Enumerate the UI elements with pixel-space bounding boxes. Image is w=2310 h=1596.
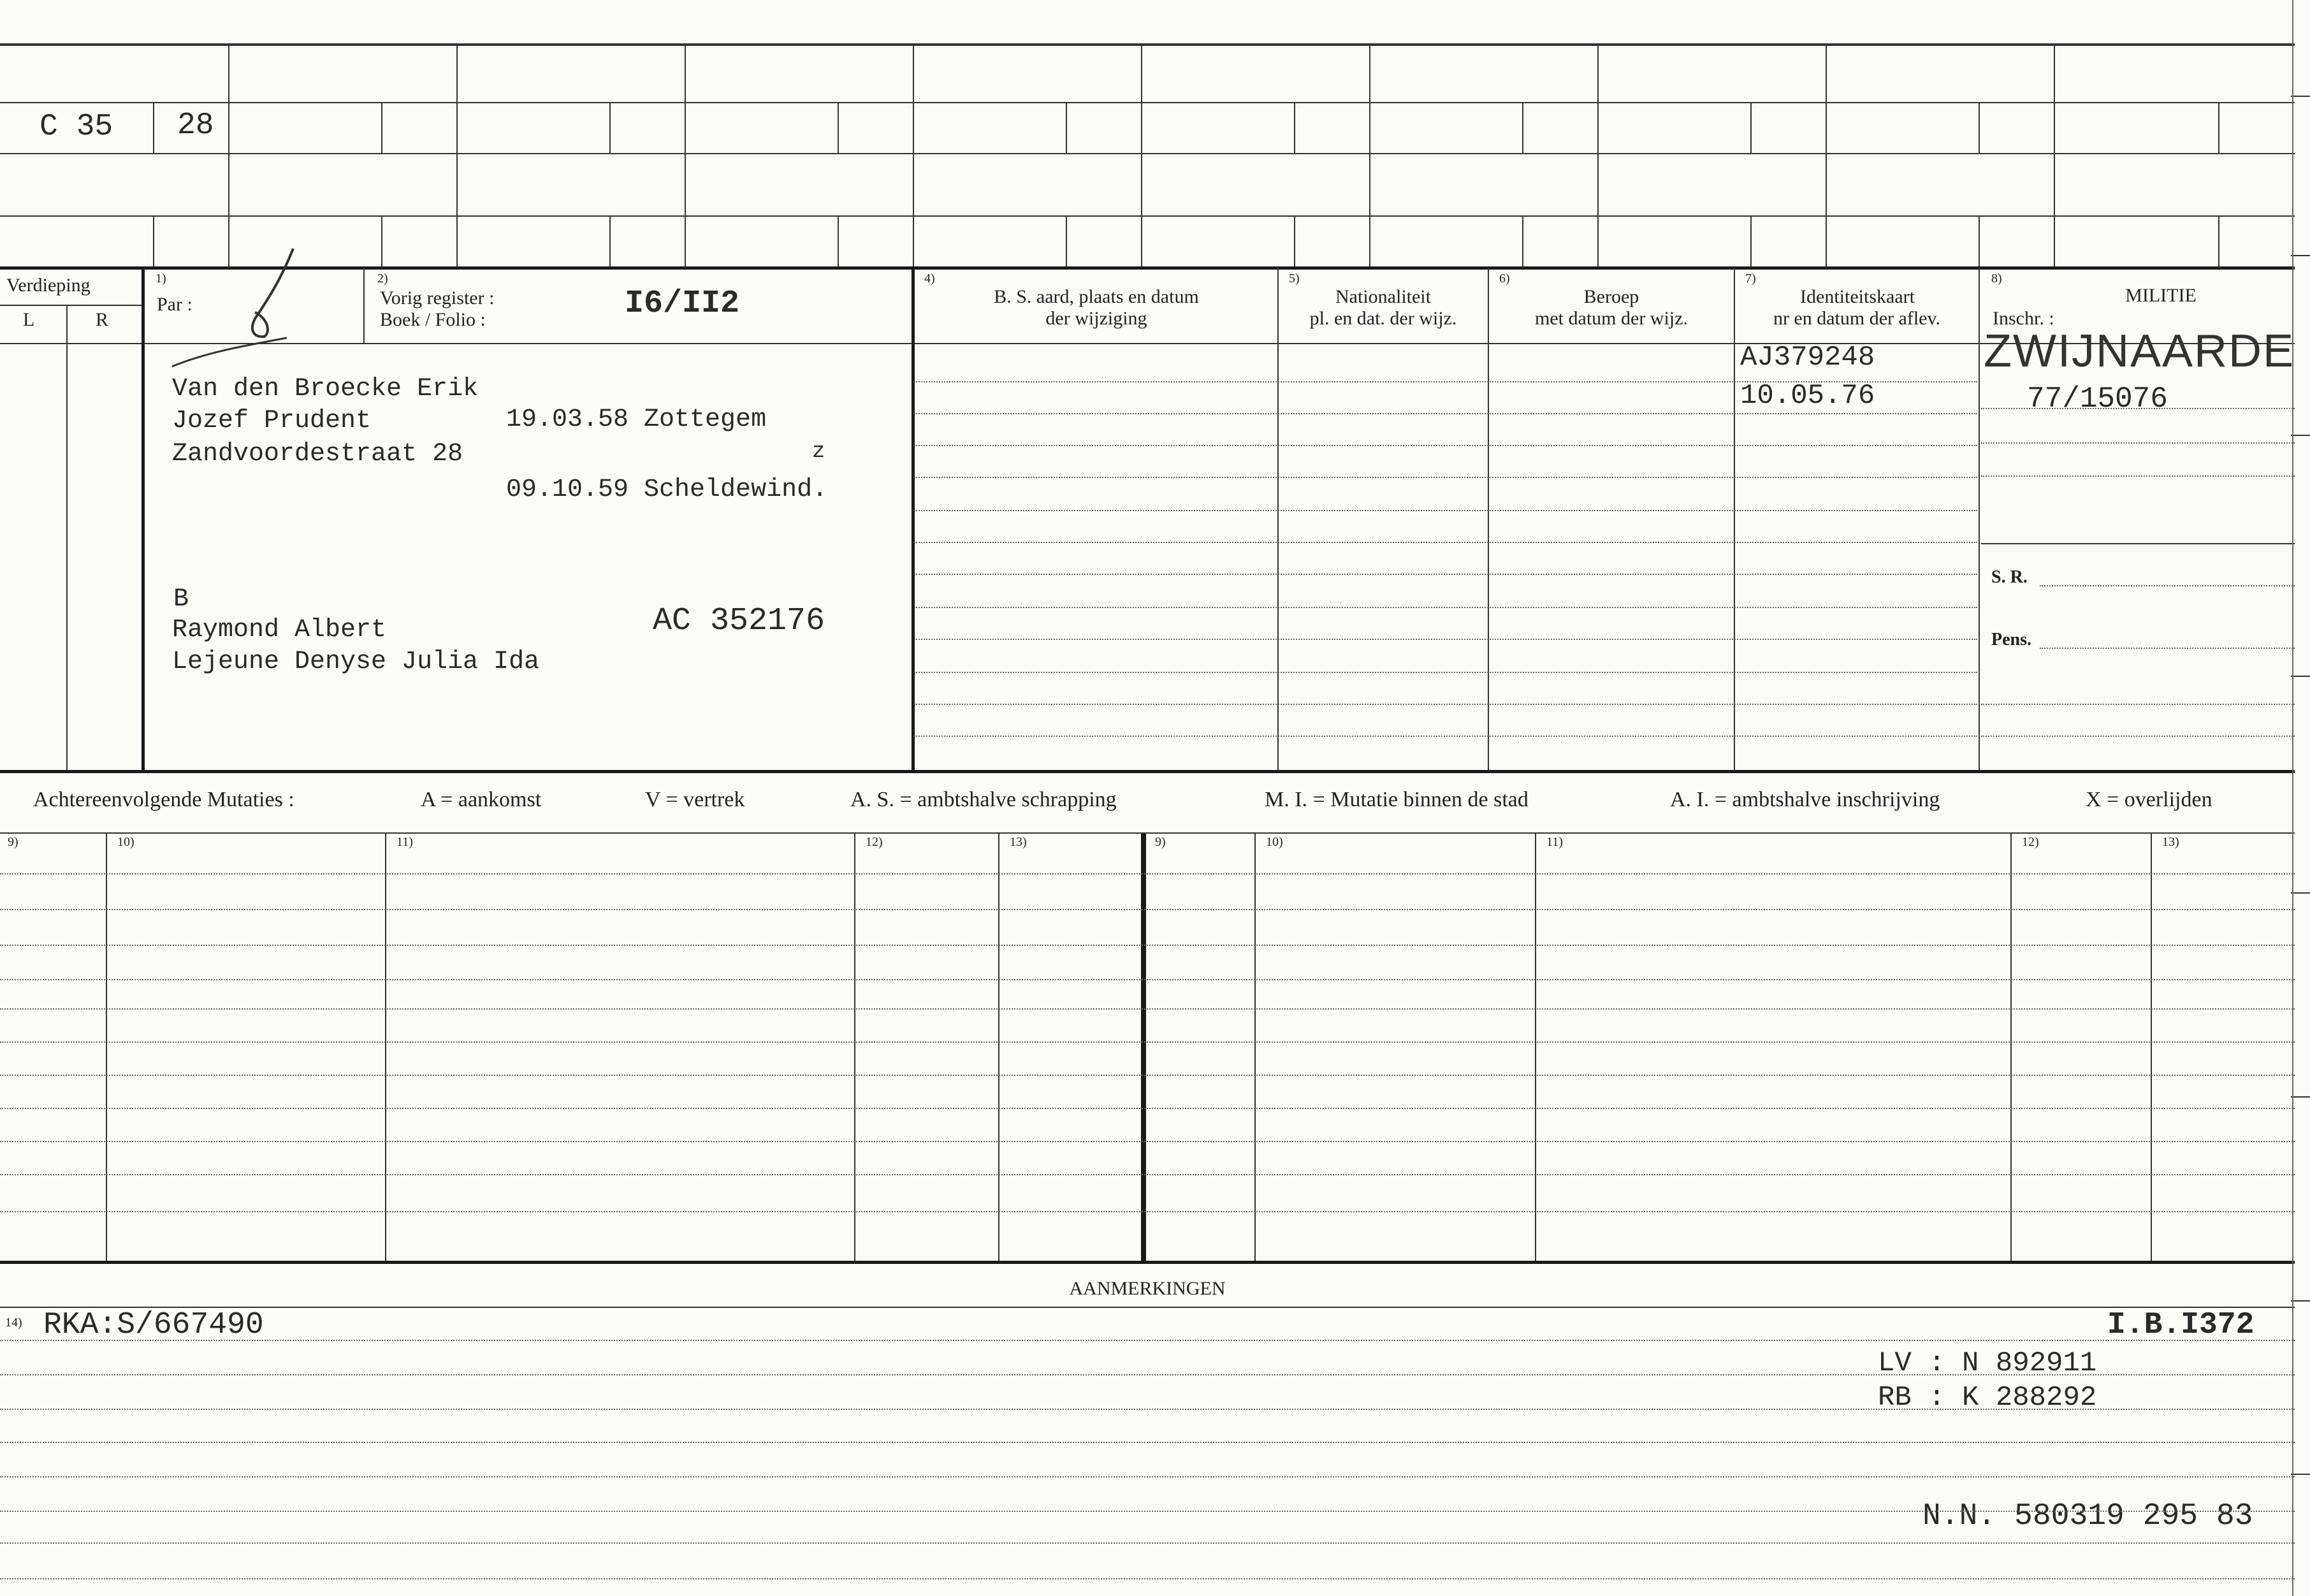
col7-sup: 7)	[1745, 272, 1756, 286]
person-mark: z	[812, 440, 825, 464]
verdieping-r: R	[96, 309, 109, 330]
col1-sup: 1)	[156, 272, 166, 286]
remarks-rb: RB : K 288292	[1878, 1382, 2097, 1414]
id-card-number: AJ379248	[1740, 342, 1875, 374]
person-b: B	[173, 585, 189, 614]
remarks-nn: N.N. 580319 295 83	[1922, 1499, 2253, 1534]
remarks-sup: 14)	[5, 1316, 22, 1330]
col8-line2: Inschr. :	[1993, 308, 2054, 329]
mutation-as: A. S. = ambtshalve schrapping	[850, 788, 1117, 811]
militie-pens: Pens.	[1991, 630, 2031, 649]
person-father: Raymond Albert	[172, 616, 387, 644]
col2-sup: 2)	[377, 272, 388, 286]
mut-col-9a: 9)	[8, 835, 18, 849]
mutations-title: Achtereenvolgende Mutaties :	[33, 788, 294, 811]
mutation-v: V = vertrek	[645, 788, 745, 811]
col7-line1: Identiteitskaart	[1800, 286, 1915, 307]
person-arrival: 09.10.59 Scheldewind.	[506, 475, 828, 504]
col1-label: Par :	[157, 294, 192, 315]
mutation-ai: A. I. = ambtshalve inschrijving	[1670, 788, 1940, 811]
militie-sr: S. R.	[1991, 567, 2028, 587]
mutation-x: X = overlijden	[2086, 788, 2212, 811]
col8-line1: MILITIE	[2125, 285, 2197, 306]
verdieping-l: L	[23, 309, 35, 330]
col7-line2: nr en datum der aflev.	[1773, 308, 1941, 329]
col6-line1: Beroep	[1583, 286, 1639, 307]
person-line2: Jozef Prudent	[172, 407, 372, 435]
verdieping-label: Verdieping	[6, 275, 91, 296]
remarks-rka: RKA:S/667490	[43, 1308, 264, 1342]
col2-line1: Vorig register :	[380, 287, 495, 308]
mut-col-13b: 13)	[2162, 835, 2179, 849]
col6-sup: 6)	[1499, 272, 1510, 286]
mut-col-9b: 9)	[1155, 835, 1166, 849]
mut-col-12a: 12)	[866, 835, 883, 849]
mut-col-10a: 10)	[117, 835, 134, 849]
mut-col-10b: 10)	[1266, 835, 1283, 849]
person-line1: Van den Broecke Erik	[172, 375, 479, 403]
par-signature-mark	[159, 242, 351, 370]
col4-line2: der wijziging	[1045, 308, 1147, 329]
person-mother: Lejeune Denyse Julia Ida	[172, 648, 540, 676]
col5-sup: 5)	[1289, 272, 1300, 286]
remarks-ib: I.B.I372	[2107, 1308, 2255, 1342]
remarks-title: AANMERKINGEN	[1069, 1278, 1226, 1299]
col4-line1: B. S. aard, plaats en datum	[994, 286, 1199, 307]
person-birth: 19.03.58 Zottegem	[506, 405, 767, 434]
col6-line2: met datum der wijz.	[1535, 308, 1688, 329]
person-line3: Zandvoordestraat 28	[172, 440, 463, 468]
top-number: 28	[177, 108, 214, 143]
militie-stamp: ZWIJNAARDE	[1984, 326, 2295, 377]
person-ac: AC 352176	[653, 603, 825, 639]
col4-sup: 4)	[924, 272, 935, 286]
militie-number: 77/15076	[2027, 382, 2168, 416]
col2-line2: Boek / Folio :	[380, 309, 486, 330]
col2-value: I6/II2	[625, 286, 740, 322]
mut-col-12b: 12)	[2022, 835, 2039, 849]
mut-col-11a: 11)	[396, 835, 413, 849]
top-code: C 35	[40, 110, 113, 144]
mut-col-11b: 11)	[1546, 835, 1563, 849]
col5-line2: pl. en dat. der wijz.	[1309, 308, 1457, 329]
id-card-date: 10.05.76	[1740, 380, 1875, 412]
col8-sup: 8)	[1991, 272, 2002, 286]
remarks-lv: LV : N 892911	[1878, 1347, 2097, 1379]
mutation-a: A = aankomst	[421, 788, 542, 811]
mut-col-13a: 13)	[1010, 835, 1027, 849]
mutation-mi: M. I. = Mutatie binnen de stad	[1265, 788, 1529, 811]
col5-line1: Nationaliteit	[1335, 286, 1431, 307]
